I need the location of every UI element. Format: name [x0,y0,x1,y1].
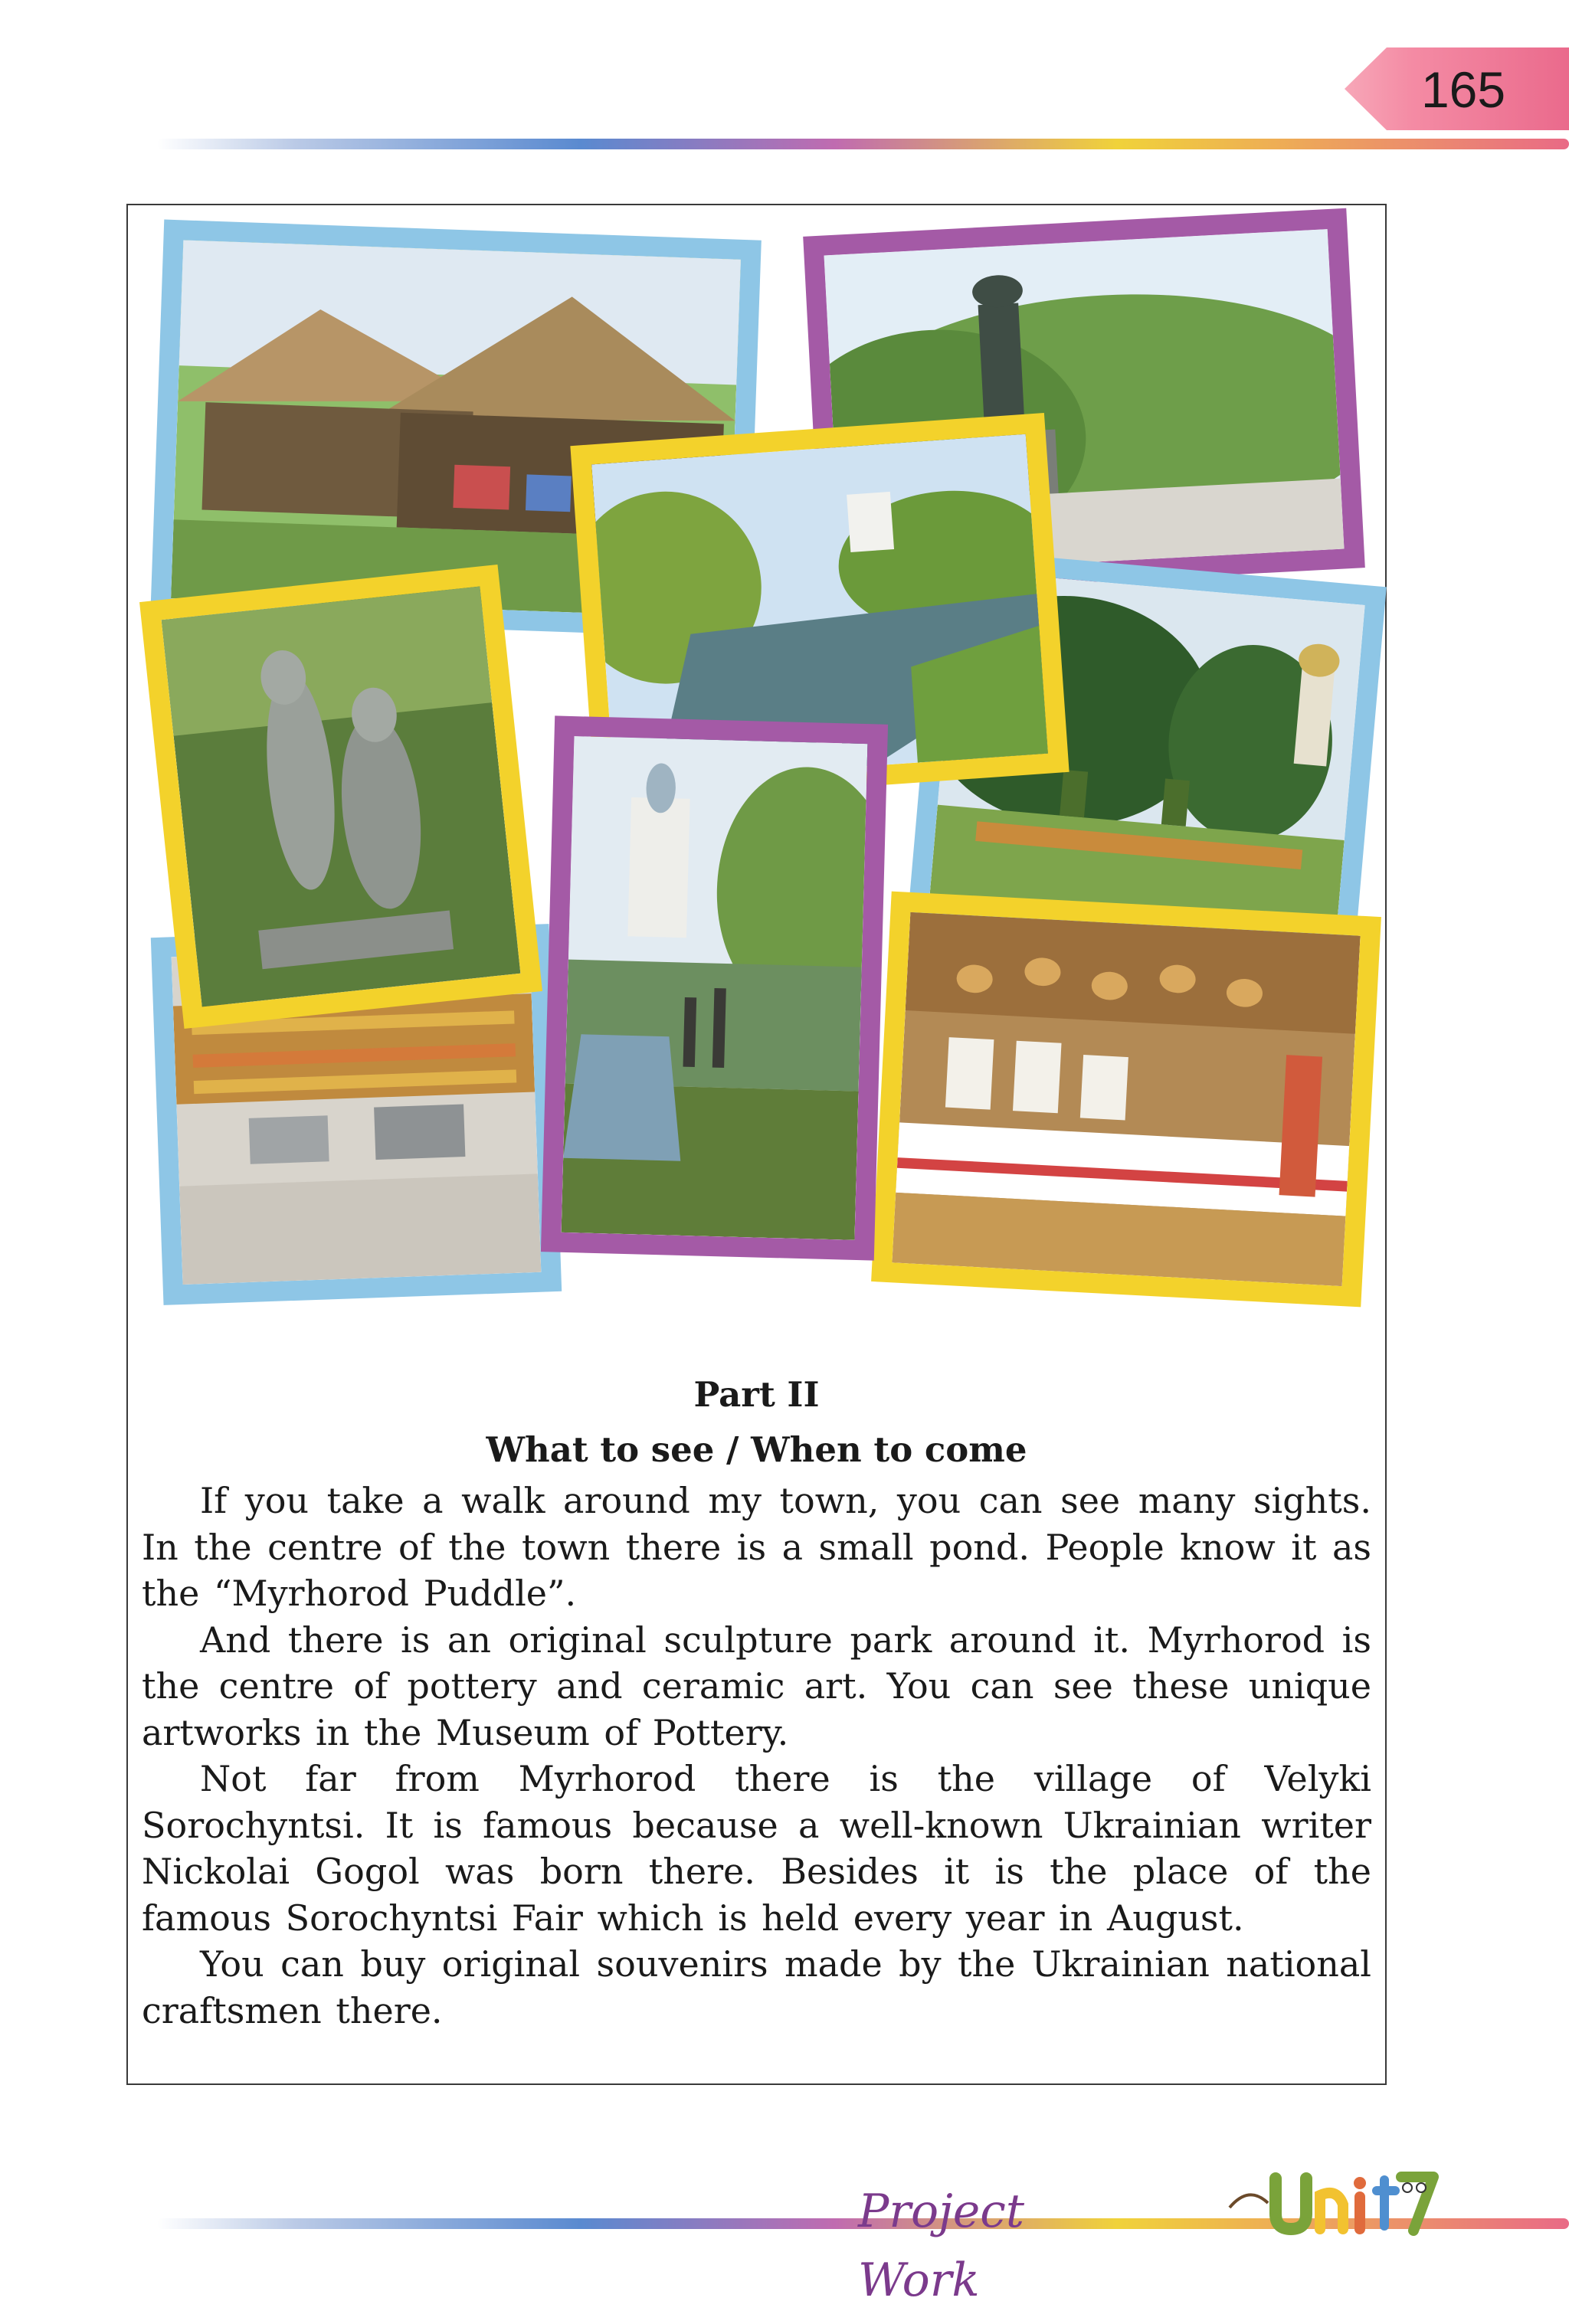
photo-cossack-sculpture [139,565,542,1029]
paragraph-velyki-sorochyntsi: Not far from Myrhorod there is the village of Velyki Sorochyntsi. It is famous because a well-known Ukrainian writer Nickolai Gogol was born there. Besides it is the place of the famous Sorochyntsi Fair which is held every year in August. [142,1758,1371,1939]
section-subtitle: What to see / When to come [486,1429,1027,1470]
unit-7-logo-icon [1214,2160,1444,2244]
photo-church-sculptures [541,715,888,1260]
footer-project-work: Project Work [858,2185,1025,2307]
photo-sorochyntsi-fair [871,892,1381,1308]
paragraph-sculpture-park: And there is an original sculpture park around it. Myrhorod is the centre of pottery and ceramic art. You can see these unique artworks in the Museum of Pottery. [142,1619,1371,1753]
text-block [142,1367,1371,2034]
part-heading: Part II [693,1374,820,1415]
paragraph-sights: If you take a walk around my town, you can see many sights. In the centre of the town there is a small pond. People know it as the “Myrhorod Puddle”. [142,1480,1371,1614]
paragraph-souvenirs: You can buy original souvenirs made by the Ukrainian national craftsmen there. [142,1943,1371,2031]
page-number: 165 [1420,61,1506,118]
